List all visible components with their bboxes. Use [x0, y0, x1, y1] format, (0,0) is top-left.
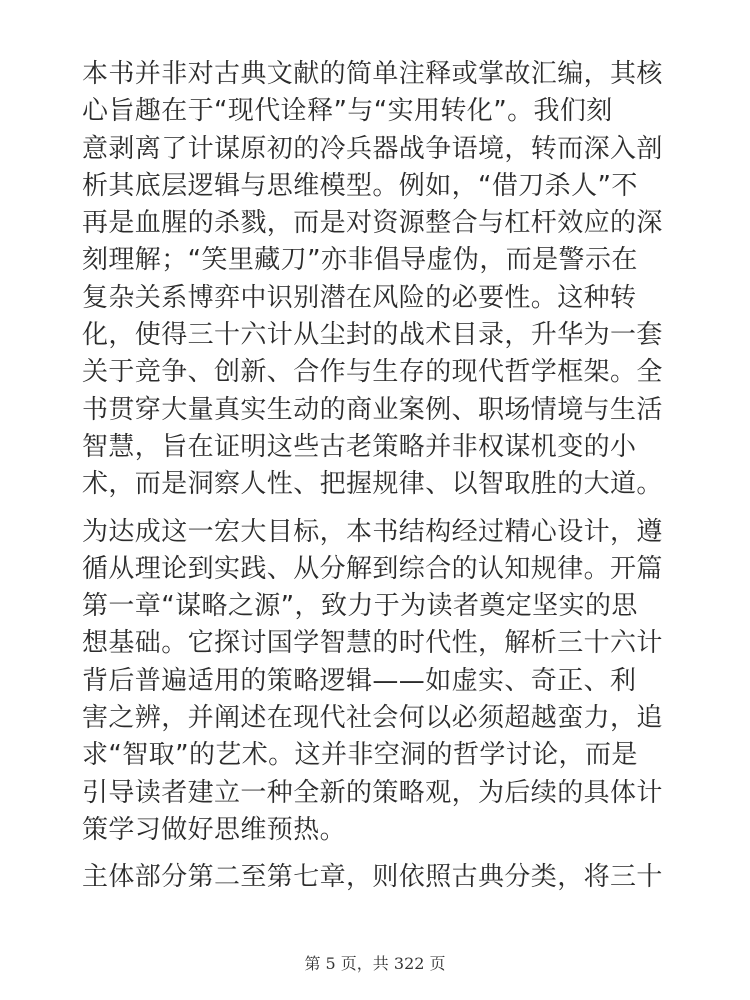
text-line: 背后普遍适用的策略逻辑——如虚实、奇正、利: [82, 665, 637, 696]
text-line: 引导读者建立一种全新的策略观，为后续的具体计: [82, 777, 663, 808]
page-number-footer: 第 5 页，共 322 页: [304, 954, 446, 973]
text-line: 书贯穿大量真实生动的商业案例、职场情境与生活: [82, 394, 663, 425]
text-line: 关于竞争、创新、合作与生存的现代哲学框架。全: [82, 357, 663, 388]
text-line: 第一章“谋略之源”，致力于为读者奠定坚实的思: [82, 591, 638, 622]
text-line: 析其底层逻辑与思维模型。例如，“借刀杀人”不: [82, 170, 638, 201]
text-line: 术，而是洞察人性、把握规律、以智取胜的大道。: [82, 469, 663, 500]
paragraph-1: [82, 56, 672, 504]
text-line: 复杂关系博弈中识别潜在风险的必要性。这种转: [82, 282, 637, 313]
text-line: 想基础。它探讨国学智慧的时代性，解析三十六计: [82, 628, 663, 659]
text-line: 策学习做好思维预热。: [82, 814, 347, 845]
text-line: 智慧，旨在证明这些古老策略并非权谋机变的小: [82, 431, 637, 462]
text-line: 求“智取”的艺术。这并非空洞的哲学讨论，而是: [82, 740, 638, 771]
text-line: 再是血腥的杀戮，而是对资源整合与杠杆效应的深: [82, 208, 663, 239]
text-line: 循从理论到实践、从分解到综合的认知规律。开篇: [82, 553, 663, 584]
text-line: 心旨趣在于“现代诠释”与“实用转化”。我们刻: [82, 96, 613, 127]
paragraph-3: [82, 859, 672, 896]
text-line: 害之辨，并阐述在现代社会何以必须超越蛮力，追: [82, 703, 663, 734]
text-line: 刻理解；“笑里藏刀”亦非倡导虚伪，而是警示在: [82, 245, 638, 276]
text-line: 为达成这一宏大目标，本书结构经过精心设计，遵: [82, 516, 663, 547]
text-line: 意剥离了计谋原初的冷兵器战争语境，转而深入剖: [82, 133, 663, 164]
paragraph-2: [82, 514, 672, 850]
text-line: 主体部分第二至第七章，则依照古典分类，将三十: [82, 862, 663, 893]
body-text: [82, 56, 672, 897]
text-line: 化，使得三十六计从尘封的战术目录，升华为一套: [82, 320, 663, 351]
text-line: 本书并非对古典文献的简单注释或掌故汇编，其核: [82, 59, 663, 89]
